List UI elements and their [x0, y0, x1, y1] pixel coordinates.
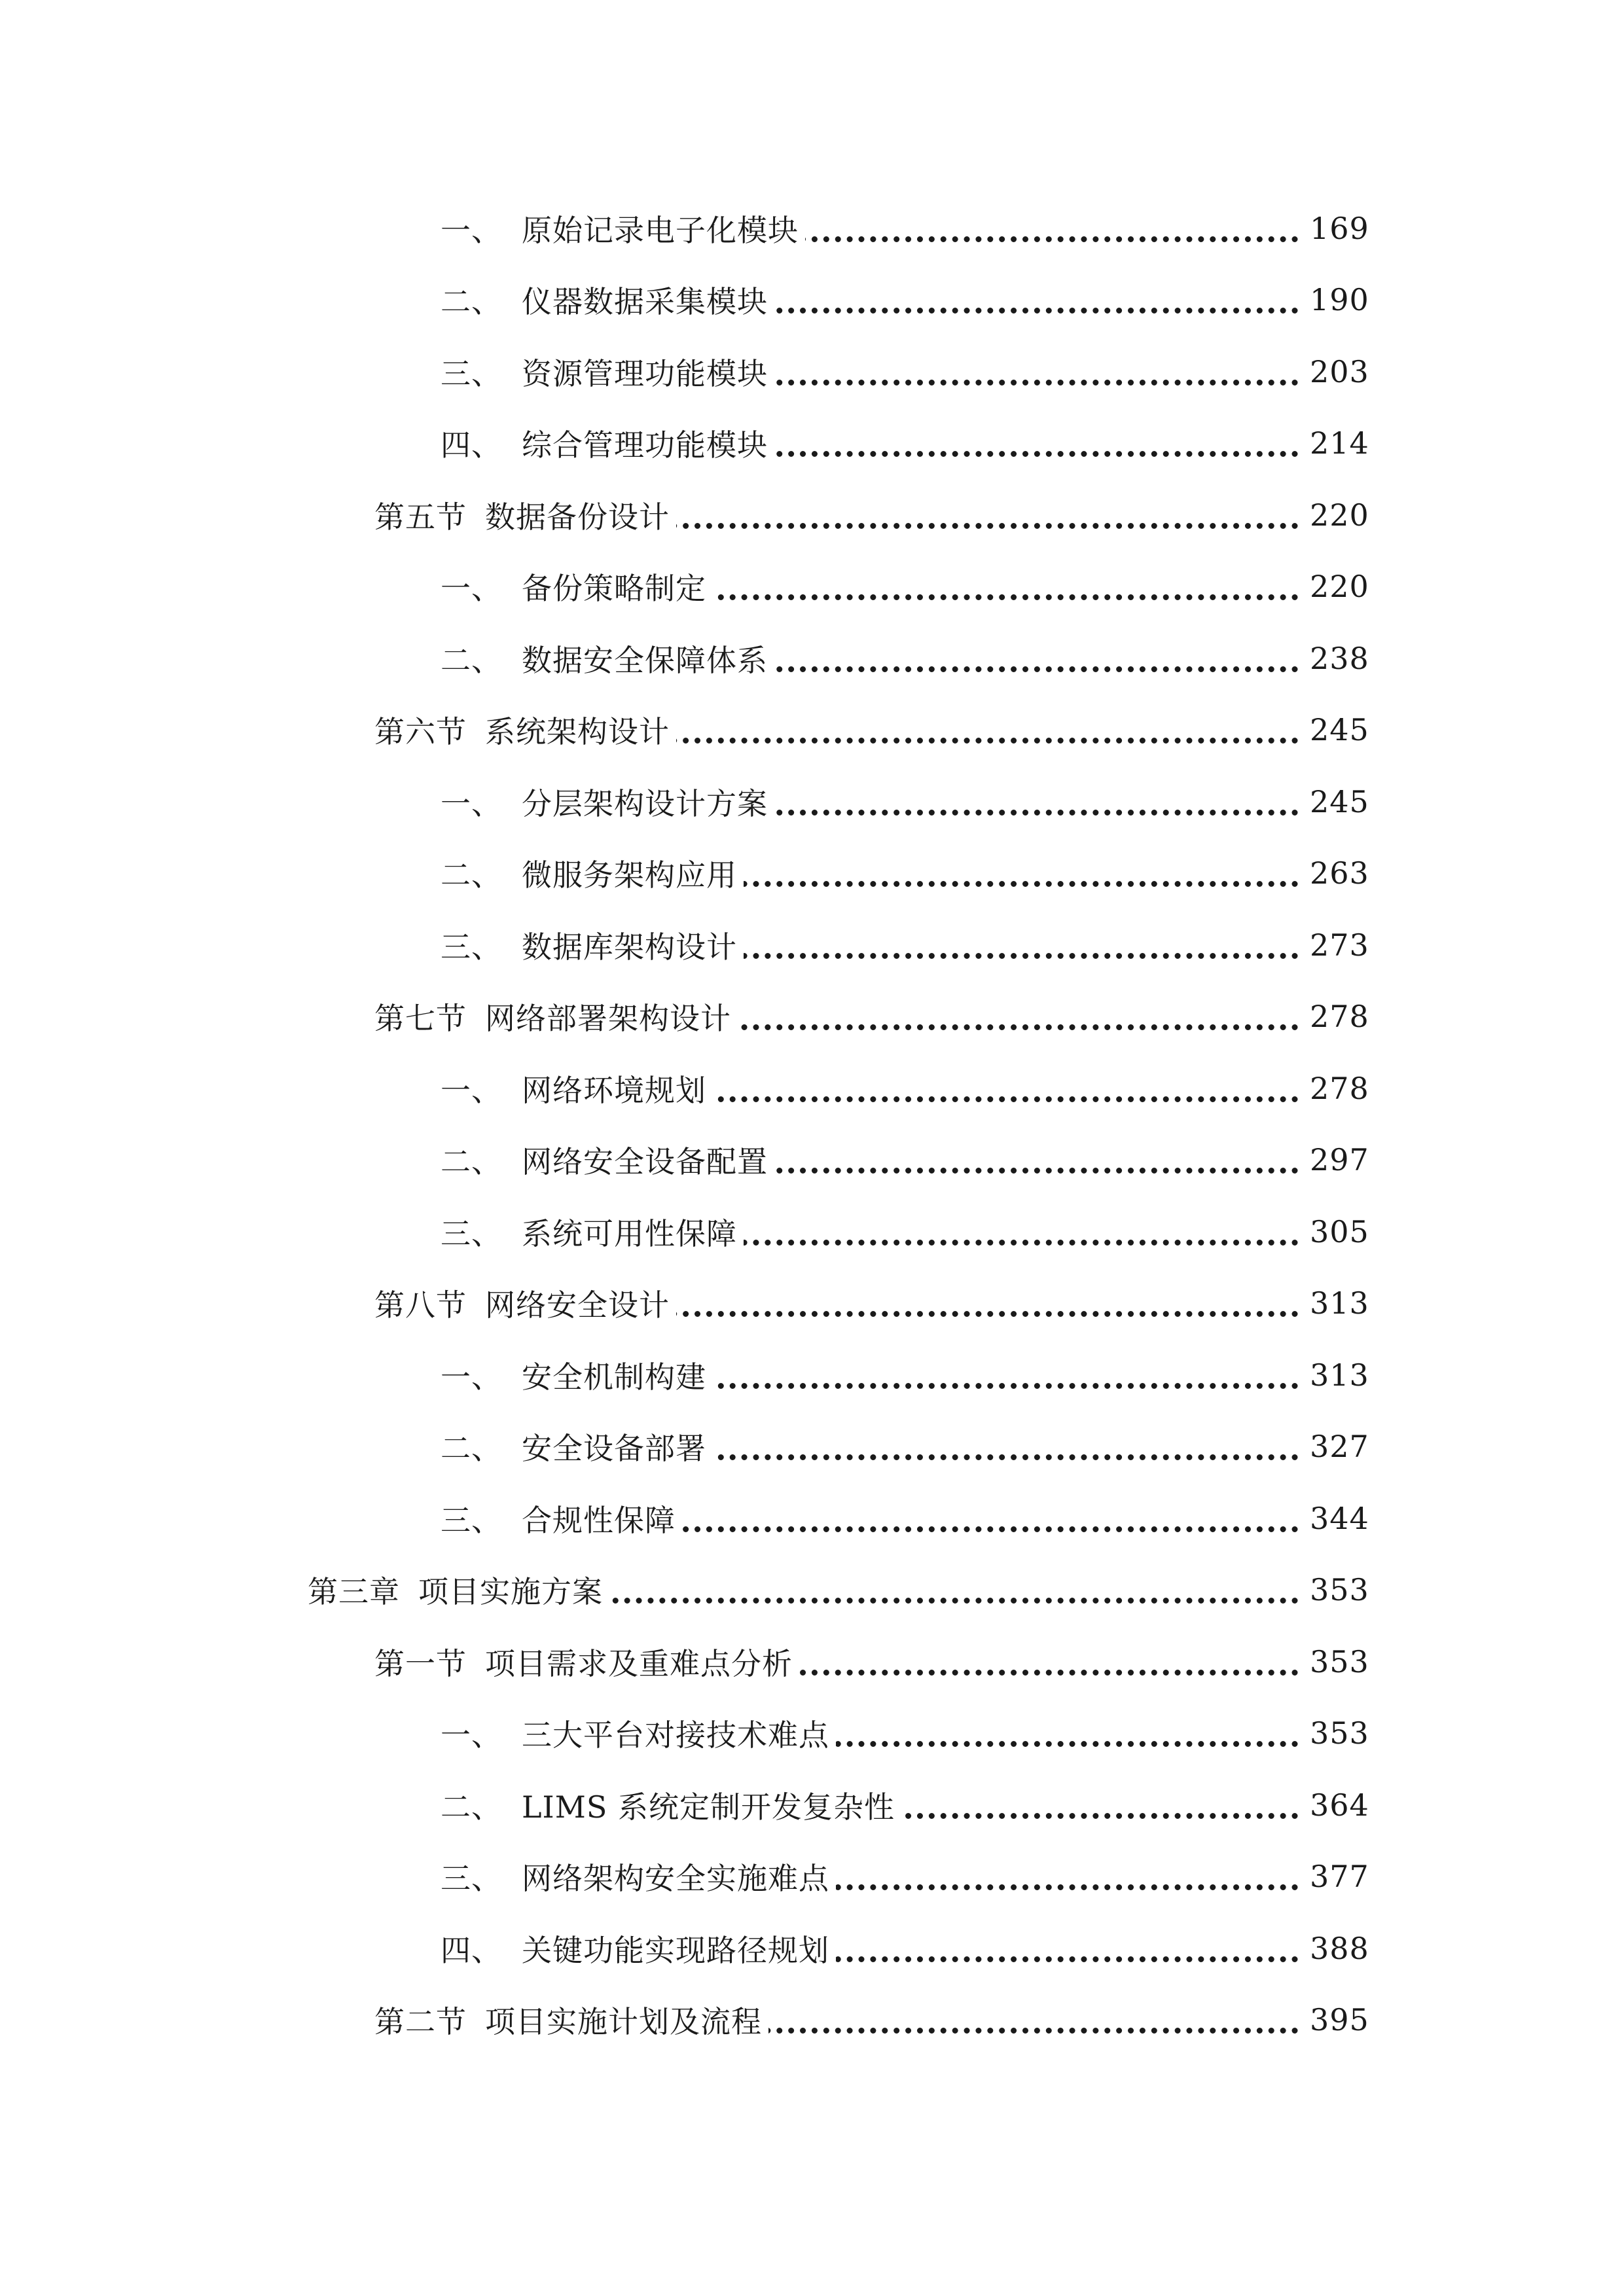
- toc-entry-title: 项目实施方案: [418, 1574, 603, 1610]
- toc-entry-page: 297: [1302, 1142, 1369, 1177]
- toc-entry-number: 第一节: [374, 1645, 467, 1681]
- toc-entry[interactable]: [0, 838, 1624, 910]
- toc-entry-number: 第二节: [374, 2004, 467, 2040]
- toc-entry-number: 一、: [441, 1717, 502, 1753]
- toc-entry-title: 综合管理功能模块: [522, 427, 768, 463]
- toc-entry-title: 数据库架构设计: [522, 929, 737, 965]
- toc-entry-page: 278: [1302, 999, 1369, 1034]
- toc-entry[interactable]: [0, 1769, 1624, 1841]
- toc-entry[interactable]: [0, 1411, 1624, 1483]
- toc-entry-page: 214: [1302, 425, 1369, 461]
- toc-entry-title: 微服务架构应用: [522, 857, 737, 893]
- toc-entry-number: 第六节: [374, 714, 467, 750]
- toc-entry-number: 二、: [441, 857, 502, 893]
- toc-entry-number: 四、: [441, 1932, 502, 1968]
- toc-entry-page: 220: [1302, 497, 1369, 533]
- toc-entry-label: [374, 1282, 676, 1325]
- toc-entry-number: 二、: [441, 1789, 502, 1825]
- dot-leader: [589, 523, 1310, 529]
- toc-entry-number: 二、: [441, 642, 502, 678]
- toc-entry-label: [374, 493, 676, 537]
- toc-entry-label: [374, 1998, 768, 2041]
- toc-entry-label: [441, 1497, 682, 1540]
- dot-leader: [589, 1598, 1310, 1604]
- toc-entry-number: 一、: [441, 1072, 502, 1108]
- toc-entry-title: 合规性保障: [522, 1502, 676, 1538]
- toc-entry-title: LIMS 系统定制开发复杂性: [522, 1789, 895, 1825]
- toc-entry[interactable]: [0, 192, 1624, 264]
- toc-entry-page: 344: [1302, 1501, 1369, 1536]
- toc-entry-page: 245: [1302, 784, 1369, 819]
- toc-entry-label: [441, 350, 774, 393]
- toc-entry-title: 系统可用性保障: [522, 1215, 737, 1251]
- toc-entry-label: [308, 1568, 609, 1611]
- toc-entry-page: 353: [1302, 1572, 1369, 1607]
- toc-entry-number: 一、: [441, 212, 502, 248]
- toc-entry[interactable]: [0, 1124, 1624, 1196]
- toc-entry-number: 第八节: [374, 1287, 467, 1323]
- toc-entry-page: 169: [1302, 211, 1369, 246]
- toc-entry-label: [441, 852, 744, 895]
- toc-entry[interactable]: [0, 408, 1624, 480]
- toc-entry-label: [374, 708, 676, 751]
- toc-entry-page: 305: [1302, 1214, 1369, 1249]
- toc-entry-page: 377: [1302, 1859, 1369, 1894]
- toc-entry-title: 仪器数据采集模块: [522, 284, 768, 320]
- toc-entry-page: 263: [1302, 855, 1369, 891]
- table-of-contents: [0, 192, 1624, 2056]
- toc-entry-label: [441, 1784, 901, 1827]
- toc-entry[interactable]: [0, 981, 1624, 1053]
- toc-entry[interactable]: [0, 1698, 1624, 1770]
- toc-entry-label: [441, 1138, 774, 1181]
- toc-entry-title: 项目实施计划及流程: [485, 2004, 762, 2040]
- toc-entry-number: 一、: [441, 1359, 502, 1395]
- toc-entry[interactable]: [0, 766, 1624, 838]
- toc-entry[interactable]: [0, 622, 1624, 694]
- toc-entry-label: [441, 1425, 713, 1468]
- toc-entry-page: 220: [1302, 569, 1369, 604]
- toc-entry-label: [441, 1067, 713, 1110]
- toc-entry-label: [374, 1640, 799, 1683]
- toc-entry-title: 安全机制构建: [522, 1359, 706, 1395]
- toc-entry-page: 273: [1302, 927, 1369, 963]
- toc-entry[interactable]: [0, 1052, 1624, 1124]
- toc-entry-number: 一、: [441, 785, 502, 821]
- toc-entry-number: 二、: [441, 1431, 502, 1467]
- toc-entry-label: [441, 924, 744, 967]
- toc-entry-number: 第三章: [308, 1574, 400, 1610]
- toc-entry-number: 三、: [441, 1861, 502, 1897]
- toc-entry-title: 网络安全设备配置: [522, 1144, 768, 1180]
- toc-entry-label: [441, 637, 774, 680]
- toc-entry-title: 资源管理功能模块: [522, 355, 768, 391]
- toc-entry[interactable]: [0, 479, 1624, 551]
- toc-entry-label: [441, 1927, 836, 1970]
- toc-entry-number: 三、: [441, 929, 502, 965]
- toc-entry-label: [374, 995, 738, 1038]
- toc-entry-number: 第五节: [374, 499, 467, 535]
- toc-entry-page: 388: [1302, 1931, 1369, 1966]
- toc-entry-number: 三、: [441, 1502, 502, 1538]
- toc-entry-label: [441, 1855, 836, 1898]
- toc-entry-title: 数据备份设计: [485, 499, 670, 535]
- toc-entry-number: 三、: [441, 1215, 502, 1251]
- toc-entry-title: 三大平台对接技术难点: [522, 1717, 829, 1753]
- toc-entry[interactable]: [0, 1268, 1624, 1340]
- toc-entry[interactable]: [0, 909, 1624, 981]
- toc-entry-title: 网络安全设计: [485, 1287, 670, 1323]
- toc-entry-title: 网络架构安全实施难点: [522, 1861, 829, 1897]
- dot-leader: [589, 1311, 1310, 1317]
- toc-entry-number: 三、: [441, 355, 502, 391]
- toc-entry-title: 系统架构设计: [485, 714, 670, 750]
- toc-entry-page: 190: [1302, 282, 1369, 317]
- toc-entry-page: 327: [1302, 1429, 1369, 1464]
- toc-entry-page: 313: [1302, 1357, 1369, 1393]
- toc-entry-number: 四、: [441, 427, 502, 463]
- dot-leader: [589, 738, 1310, 744]
- toc-entry[interactable]: [0, 1841, 1624, 1913]
- toc-entry-page: 278: [1302, 1071, 1369, 1106]
- toc-entry-title: 原始记录电子化模块: [522, 212, 799, 248]
- toc-entry-page: 238: [1302, 641, 1369, 676]
- toc-entry-label: [441, 422, 774, 465]
- toc-entry-page: 245: [1302, 712, 1369, 747]
- toc-entry-label: [441, 207, 805, 250]
- toc-entry-page: 353: [1302, 1715, 1369, 1751]
- toc-entry-title: 关键功能实现路径规划: [522, 1932, 829, 1968]
- toc-entry-number: 二、: [441, 1144, 502, 1180]
- toc-entry[interactable]: [0, 264, 1624, 336]
- toc-entry-label: [441, 1712, 836, 1755]
- toc-entry[interactable]: [0, 551, 1624, 623]
- toc-entry-title: 网络部署架构设计: [485, 1001, 731, 1037]
- toc-entry-page: 395: [1302, 2002, 1369, 2037]
- toc-entry-title: 项目需求及重难点分析: [485, 1645, 793, 1681]
- toc-entry[interactable]: [0, 1912, 1624, 1984]
- toc-entry-label: [441, 1210, 744, 1253]
- toc-entry-label: [441, 780, 774, 823]
- toc-entry[interactable]: [0, 694, 1624, 766]
- toc-entry-page: 353: [1302, 1644, 1369, 1679]
- toc-entry[interactable]: [0, 1984, 1624, 2056]
- toc-entry-number: 一、: [441, 571, 502, 607]
- toc-entry-title: 数据安全保障体系: [522, 642, 768, 678]
- toc-entry-title: 安全设备部署: [522, 1431, 706, 1467]
- toc-entry-title: 分层架构设计方案: [522, 785, 768, 821]
- toc-entry[interactable]: [0, 336, 1624, 408]
- toc-entry[interactable]: [0, 1554, 1624, 1626]
- toc-entry-title: 备份策略制定: [522, 571, 706, 607]
- toc-entry-title: 网络环境规划: [522, 1072, 706, 1108]
- toc-entry[interactable]: [0, 1626, 1624, 1698]
- toc-entry-label: [441, 278, 774, 321]
- toc-entry-number: 二、: [441, 284, 502, 320]
- toc-entry[interactable]: [0, 1196, 1624, 1268]
- toc-entry-page: 203: [1302, 354, 1369, 389]
- toc-entry-label: [441, 565, 713, 608]
- toc-entry-label: [441, 1354, 713, 1397]
- toc-entry[interactable]: [0, 1482, 1624, 1554]
- dot-leader: [589, 1526, 1310, 1532]
- toc-entry[interactable]: [0, 1339, 1624, 1411]
- toc-entry-number: 第七节: [374, 1001, 467, 1037]
- toc-entry-page: 364: [1302, 1787, 1369, 1823]
- toc-entry-page: 313: [1302, 1285, 1369, 1321]
